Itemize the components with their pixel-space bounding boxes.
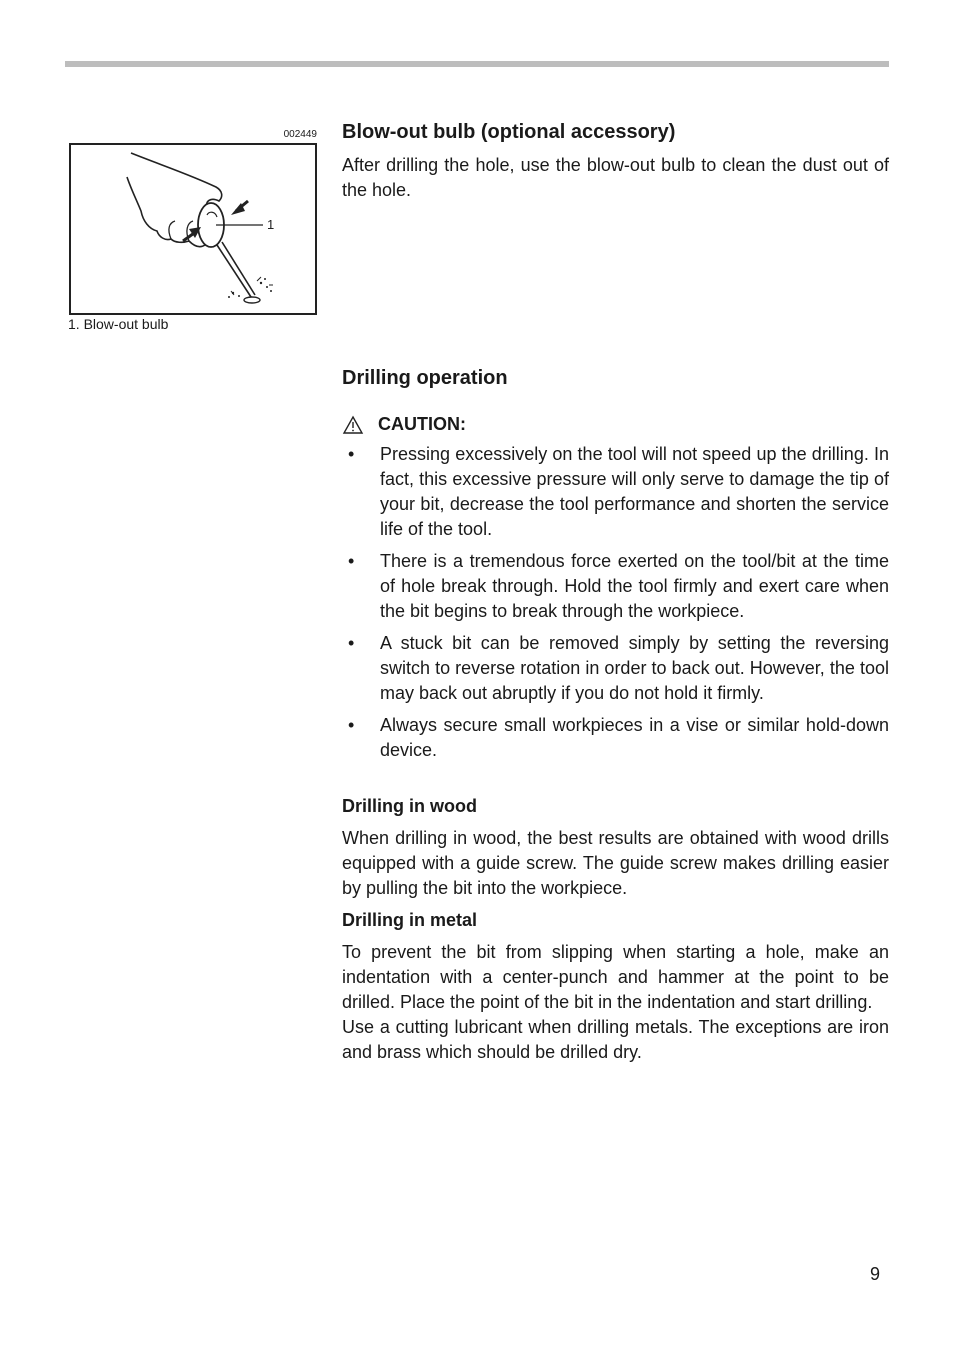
bullet-symbol: • [348,633,355,653]
list-item: • A stuck bit can be removed simply by setting the reversing switch to reverse rotation in order to back out. However, the tool may back out abruptly if you do not hold it firmly. [348,633,889,703]
blowout-text: After drilling the hole, use the blow-out bulb to clean the dust out of the hole. [342,155,889,200]
bullet-symbol: • [348,444,355,464]
wood-text: When drilling in wood, the best results are obtained with wood drills equipped with a guide screw. The guide screw makes drilling easier by pulling the bit into the workpiece. [342,828,889,898]
metal-text-1: To prevent the bit from slipping when starting a hole, make an indentation with a center-punch and hammer at the point to be drilled. Place the point of the bit in the indentation and start drilling. [342,942,889,1012]
callout-number: 1 [267,217,275,232]
list-item: • There is a tremendous force exerted on the tool/bit at the time of hole break through. Hold the tool firmly and exert care when the bit begins to break through the workpiece. [348,551,889,621]
blowout-section [342,121,889,203]
list-item: • Pressing excessively on the tool will not speed up the drilling. In fact, this excessive pressure will only serve to damage the tip of your bit, decrease the tool performance and shorten the service life of the tool. [348,444,889,539]
figure-caption: 1. Blow-out bulb [68,316,169,332]
drilling-heading: Drilling operation [342,367,508,389]
caution-label-row [342,414,466,435]
metal-heading: Drilling in metal [342,910,478,930]
wood-heading: Drilling in wood [342,796,477,816]
page-number: 9 [870,1264,881,1284]
metal-text-2: Use a cutting lubricant when drilling metals. The exceptions are iron and brass which should be drilled dry. [342,1017,889,1062]
drilling-section [342,367,889,390]
blowout-heading: Blow-out bulb (optional accessory) [342,121,676,143]
metal-section [342,910,889,1065]
figure-code: 002449 [283,129,317,140]
warning-triangle-icon [342,415,364,435]
caution-list [342,442,889,770]
caution-label: CAUTION: [378,414,466,434]
bullet-symbol: • [348,551,355,571]
bullet-symbol: • [348,715,355,735]
wood-section [342,796,889,901]
top-divider [65,61,889,67]
list-item: • Always secure small workpieces in a vise or similar hold-down device. [348,715,889,760]
blowout-bulb-illustration [69,143,317,315]
